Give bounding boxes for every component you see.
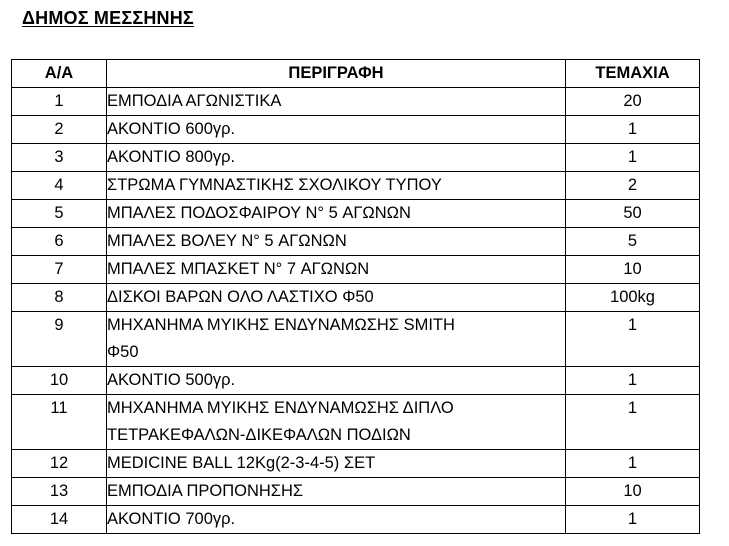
row-quantity: 5 (566, 228, 700, 256)
row-number: 7 (12, 256, 107, 284)
row-number: 13 (12, 478, 107, 506)
table-row (12, 200, 700, 228)
row-quantity: 1 (566, 506, 700, 534)
row-number: 4 (12, 172, 107, 200)
row-number: 2 (12, 116, 107, 144)
row-description: ΑΚΟΝΤΙΟ 600γρ. (107, 116, 566, 144)
table-row (12, 312, 700, 367)
row-quantity: 20 (566, 88, 700, 116)
row-description: ΕΜΠΟΔΙΑ ΠΡΟΠΟΝΗΣΗΣ (107, 478, 566, 506)
row-quantity: 50 (566, 200, 700, 228)
row-number: 11 (12, 395, 107, 450)
table-row (12, 478, 700, 506)
row-quantity: 1 (566, 312, 700, 367)
row-number: 5 (12, 200, 107, 228)
row-number: 3 (12, 144, 107, 172)
row-number: 6 (12, 228, 107, 256)
table-row (12, 395, 700, 450)
table-row (12, 256, 700, 284)
items-table (11, 59, 700, 534)
row-description: ΑΚΟΝΤΙΟ 500γρ. (107, 367, 566, 395)
row-number: 12 (12, 450, 107, 478)
table-row (12, 116, 700, 144)
row-quantity: 1 (566, 450, 700, 478)
table-row (12, 367, 700, 395)
row-number: 1 (12, 88, 107, 116)
row-quantity: 10 (566, 478, 700, 506)
row-quantity: 1 (566, 367, 700, 395)
table-row (12, 506, 700, 534)
row-quantity: 1 (566, 395, 700, 450)
row-quantity: 10 (566, 256, 700, 284)
row-description: ΑΚΟΝΤΙΟ 700γρ. (107, 506, 566, 534)
row-description: ΜΗΧΑΝΗΜΑ ΜΥΙΚΗΣ ΕΝΔΥΝΑΜΩΣΗΣ SMITH Φ50 (107, 312, 566, 367)
table-row (12, 284, 700, 312)
row-description: ΔΙΣΚΟΙ ΒΑΡΩΝ ΟΛΟ ΛΑΣΤΙΧΟ Φ50 (107, 284, 566, 312)
document-title: ΔΗΜΟΣ ΜΕΣΣΗΝΗΣ (22, 8, 194, 28)
header-quantity: ΤΕΜΑΧΙΑ (566, 60, 700, 88)
header-description: ΠΕΡΙΓΡΑΦΗ (107, 60, 566, 88)
row-description: MEDICINE BALL 12Kg(2-3-4-5) ΣΕΤ (107, 450, 566, 478)
row-description: ΜΠΑΛΕΣ ΠΟΔΟΣΦΑΙΡΟΥ N° 5 ΑΓΩΝΩΝ (107, 200, 566, 228)
row-quantity: 1 (566, 116, 700, 144)
row-quantity: 1 (566, 144, 700, 172)
table-row (12, 228, 700, 256)
row-quantity: 2 (566, 172, 700, 200)
row-number: 14 (12, 506, 107, 534)
row-number: 8 (12, 284, 107, 312)
table-row (12, 144, 700, 172)
row-description: ΜΠΑΛΕΣ ΜΠΑΣΚΕΤ N° 7 ΑΓΩΝΩΝ (107, 256, 566, 284)
row-description: ΣΤΡΩΜΑ ΓΥΜΝΑΣΤΙΚΗΣ ΣΧΟΛΙΚΟΥ ΤΥΠΟΥ (107, 172, 566, 200)
row-quantity: 100kg (566, 284, 700, 312)
header-aa: Α/Α (12, 60, 107, 88)
table-row (12, 450, 700, 478)
row-description: ΕΜΠΟΔΙΑ ΑΓΩΝΙΣΤΙΚΑ (107, 88, 566, 116)
row-description: ΑΚΟΝΤΙΟ 800γρ. (107, 144, 566, 172)
row-number: 10 (12, 367, 107, 395)
row-number: 9 (12, 312, 107, 367)
row-description: ΜΠΑΛΕΣ ΒΟΛΕΥ N° 5 ΑΓΩΝΩΝ (107, 228, 566, 256)
table-row (12, 172, 700, 200)
table-header-row (12, 60, 700, 88)
table-row (12, 88, 700, 116)
row-description: ΜΗΧΑΝΗΜΑ ΜΥΙΚΗΣ ΕΝΔΥΝΑΜΩΣΗΣ ΔΙΠΛΟ ΤΕΤΡΑΚΕΦΑΛΩΝ-ΔΙΚΕΦΑΛΩΝ ΠΟΔΙΩΝ (107, 395, 566, 450)
